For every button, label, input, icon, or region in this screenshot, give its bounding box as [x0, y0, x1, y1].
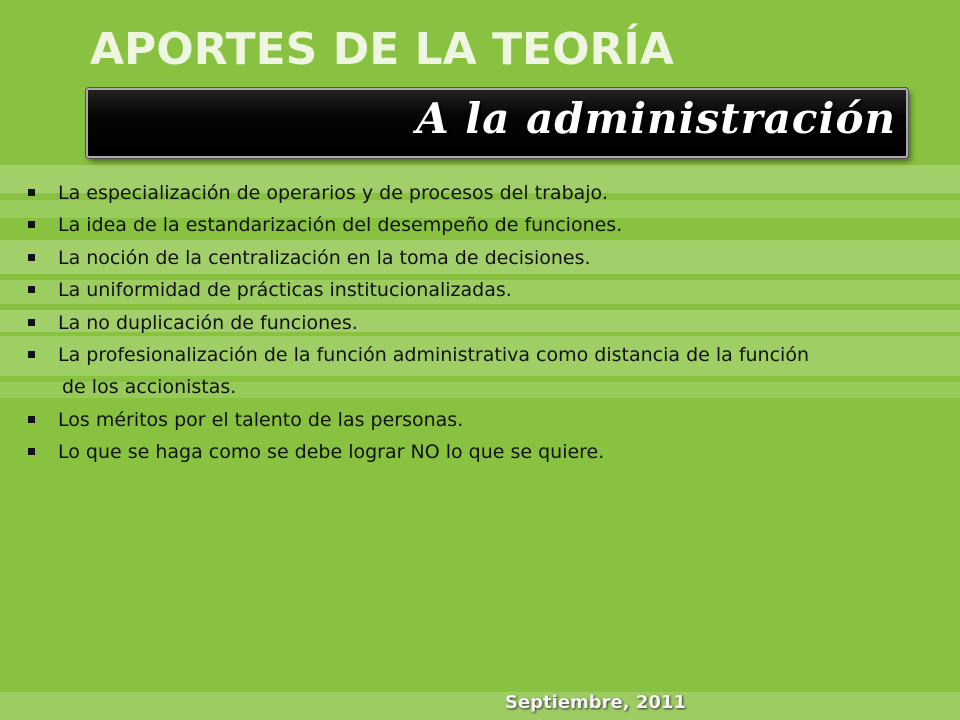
square-bullet-icon	[28, 448, 35, 455]
list-item	[22, 339, 952, 404]
subtitle-banner	[86, 88, 908, 158]
bullet-text: La noción de la centralización en la toma de decisiones.	[58, 246, 591, 269]
list-item	[22, 209, 952, 241]
square-bullet-icon	[28, 416, 35, 423]
square-bullet-icon	[28, 319, 35, 326]
bullet-text: La no duplicación de funciones.	[58, 311, 358, 334]
bullet-text: Los méritos por el talento de las personas.	[58, 408, 464, 431]
bullet-text: La especialización de operarios y de procesos del trabajo.	[58, 182, 608, 204]
slide-title: APORTES DE LA TEORÍA	[90, 24, 674, 75]
square-bullet-icon	[28, 221, 35, 228]
list-item	[22, 436, 952, 468]
bullet-text: La uniformidad de prácticas institucionalizadas.	[58, 279, 512, 302]
footer-date: Septiembre, 2011	[505, 692, 686, 713]
list-item	[22, 274, 952, 306]
list-item	[22, 242, 952, 274]
square-bullet-icon	[28, 286, 35, 293]
bullet-text: Lo que se haga como se debe lograr NO lo que se quiere.	[58, 441, 605, 464]
square-bullet-icon	[28, 351, 35, 358]
footer-band	[0, 692, 960, 720]
bullet-text: La idea de la estandarización del desempeño de funciones.	[58, 214, 623, 237]
list-item	[22, 404, 952, 436]
list-item	[22, 177, 952, 209]
bullet-text: La profesionalización de la función administrativa como distancia de la función	[58, 344, 809, 367]
square-bullet-icon	[28, 189, 35, 196]
bullet-text-continuation: de los accionistas.	[62, 376, 237, 399]
slide-subtitle: A la administración	[416, 94, 896, 143]
bullet-list	[22, 177, 952, 469]
square-bullet-icon	[28, 254, 35, 261]
list-item	[22, 307, 952, 339]
